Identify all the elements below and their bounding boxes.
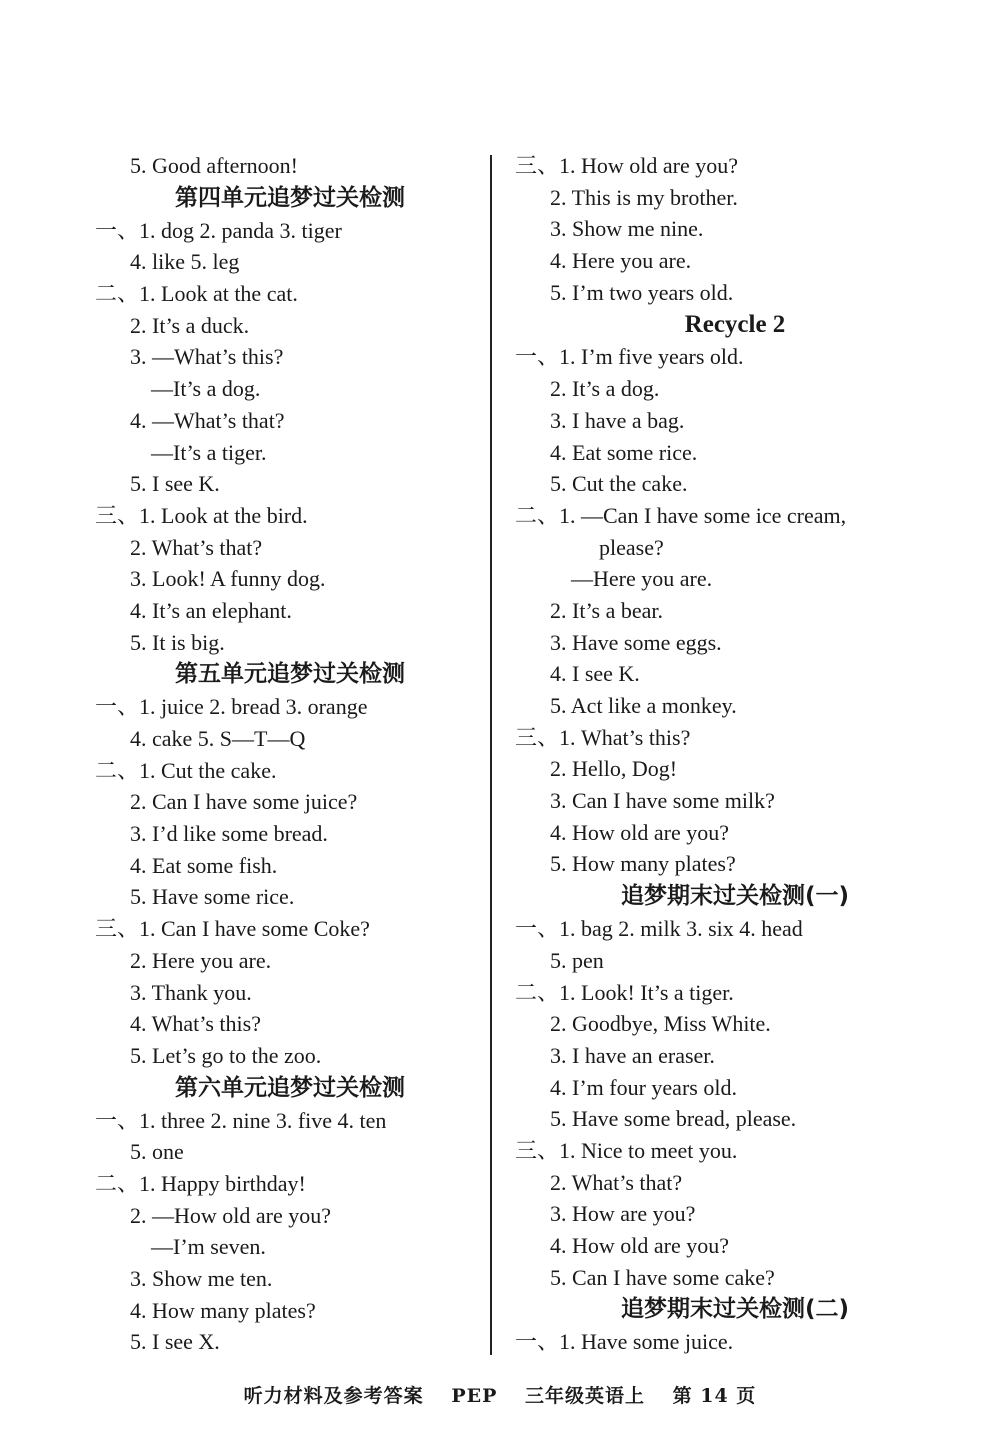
answer-line: 4. How many plates? xyxy=(130,1297,316,1323)
answer-line: 5. one xyxy=(130,1139,184,1165)
answer-line: 4. I see K. xyxy=(550,661,640,687)
answer-line: 二、1. Look at the cat. xyxy=(95,281,298,307)
answer-line: 一、1. juice 2. bread 3. orange xyxy=(95,694,368,720)
answer-line: —I’m seven. xyxy=(151,1234,266,1260)
right-column xyxy=(515,150,955,1358)
answer-line: —It’s a dog. xyxy=(151,376,261,402)
answer-line: 4. Here you are. xyxy=(550,248,692,274)
answer-line: 4. like 5. leg xyxy=(130,249,240,275)
answer-line: 一、1. Have some juice. xyxy=(515,1329,734,1355)
answer-line: 5. Can I have some cake? xyxy=(550,1264,775,1290)
section-heading: 第四单元追梦过关检测 xyxy=(175,184,405,211)
answer-line: 4. What’s this? xyxy=(130,1011,261,1037)
answer-line: 2. What’s that? xyxy=(130,534,263,560)
answer-line: 2. It’s a bear. xyxy=(550,597,664,623)
answer-line: 4. I’m four years old. xyxy=(550,1074,737,1100)
answer-line: 3. Thank you. xyxy=(130,979,252,1005)
footer-page-number: 第 14 页 xyxy=(672,1385,757,1407)
section-heading: 追梦期末过关检测(二) xyxy=(620,1296,850,1323)
answer-line: 一、1. dog 2. panda 3. tiger xyxy=(95,217,342,243)
answer-line: 5. I see K. xyxy=(130,471,220,497)
answer-line: 一、1. I’m five years old. xyxy=(515,344,744,370)
footer-edition: PEP xyxy=(451,1385,498,1407)
answer-line: 4. cake 5. S—T—Q xyxy=(130,726,306,751)
answer-line: 5. pen xyxy=(550,947,604,973)
answer-line: 2. Can I have some juice? xyxy=(130,789,358,815)
page-footer xyxy=(0,1381,1000,1408)
footer-title: 听力材料及参考答案 xyxy=(243,1385,424,1407)
answer-line: 2. This is my brother. xyxy=(550,184,738,210)
answer-line: 5. How many plates? xyxy=(550,851,736,877)
answer-line: 3. Have some eggs. xyxy=(550,629,722,655)
answer-line: 三、1. Nice to meet you. xyxy=(515,1137,738,1163)
answer-line: 三、1. How old are you? xyxy=(515,153,739,178)
answer-line: 3. Show me nine. xyxy=(550,216,704,242)
answer-line: 一、1. bag 2. milk 3. six 4. head xyxy=(515,916,803,942)
footer-grade: 三年级英语上 xyxy=(525,1385,646,1407)
answer-line: 二、1. —Can I have some ice cream, xyxy=(515,502,847,528)
answer-line: 3. Can I have some milk? xyxy=(550,788,775,814)
answer-line: 4. Eat some fish. xyxy=(130,852,278,878)
answer-line: 2. Here you are. xyxy=(130,947,272,973)
answer-line: 4. How old are you? xyxy=(550,819,730,845)
answer-line: 三、1. Can I have some Coke? xyxy=(95,916,370,942)
answer-line: 3. Show me ten. xyxy=(130,1266,273,1291)
section-heading: 追梦期末过关检测(一) xyxy=(620,883,850,910)
answer-line: 3. How are you? xyxy=(550,1201,696,1227)
answer-line: 5. Act like a monkey. xyxy=(550,693,737,718)
answer-line: 4. —What’s that? xyxy=(130,407,285,433)
section-heading: 第五单元追梦过关检测 xyxy=(175,661,405,688)
answer-line: 3. Look! A funny dog. xyxy=(130,566,326,592)
answer-line: 2. It’s a dog. xyxy=(550,376,660,402)
answer-line: 2. Hello, Dog! xyxy=(550,756,678,782)
answer-line: 3. I have a bag. xyxy=(550,407,685,433)
answer-line: 三、1. Look at the bird. xyxy=(95,502,308,528)
answer-line: 2. Goodbye, Miss White. xyxy=(550,1011,771,1037)
answer-line: 2. —How old are you? xyxy=(130,1202,332,1228)
answer-line: 二、1. Cut the cake. xyxy=(95,757,277,783)
answer-line: 5. Good afternoon! xyxy=(130,153,299,178)
answer-line: 5. Have some rice. xyxy=(130,884,295,910)
column-divider xyxy=(490,155,492,1355)
answer-line: 3. I’d like some bread. xyxy=(130,821,328,847)
answer-line: 3. —What’s this? xyxy=(130,344,284,370)
section-heading: Recycle 2 xyxy=(684,311,786,339)
answer-line: 5. I’m two years old. xyxy=(550,279,734,305)
answer-line: 2. What’s that? xyxy=(550,1169,683,1195)
answer-line: —Here you are. xyxy=(571,566,713,592)
answer-line: 4. It’s an elephant. xyxy=(130,597,292,623)
answer-line: 4. How old are you? xyxy=(550,1233,730,1258)
answer-line: 三、1. What’s this? xyxy=(515,724,691,750)
answer-line: 二、1. Look! It’s a tiger. xyxy=(515,979,734,1005)
answer-line: —It’s a tiger. xyxy=(151,439,267,465)
answer-line: 一、1. three 2. nine 3. five 4. ten xyxy=(95,1107,387,1133)
answer-line: 3. I have an eraser. xyxy=(550,1042,715,1068)
answer-line: 5. I see X. xyxy=(130,1329,220,1355)
answer-line: please? xyxy=(599,534,664,560)
left-column xyxy=(95,150,485,1358)
answer-line: 2. It’s a duck. xyxy=(130,312,250,338)
answer-line: 5. It is big. xyxy=(130,629,225,655)
answer-line: 5. Cut the cake. xyxy=(550,471,688,497)
answer-line: 5. Let’s go to the zoo. xyxy=(130,1042,322,1068)
answer-line: 4. Eat some rice. xyxy=(550,439,698,465)
answer-line: 二、1. Happy birthday! xyxy=(95,1170,306,1196)
section-heading: 第六单元追梦过关检测 xyxy=(175,1074,405,1101)
answer-line: 5. Have some bread, please. xyxy=(550,1106,797,1132)
